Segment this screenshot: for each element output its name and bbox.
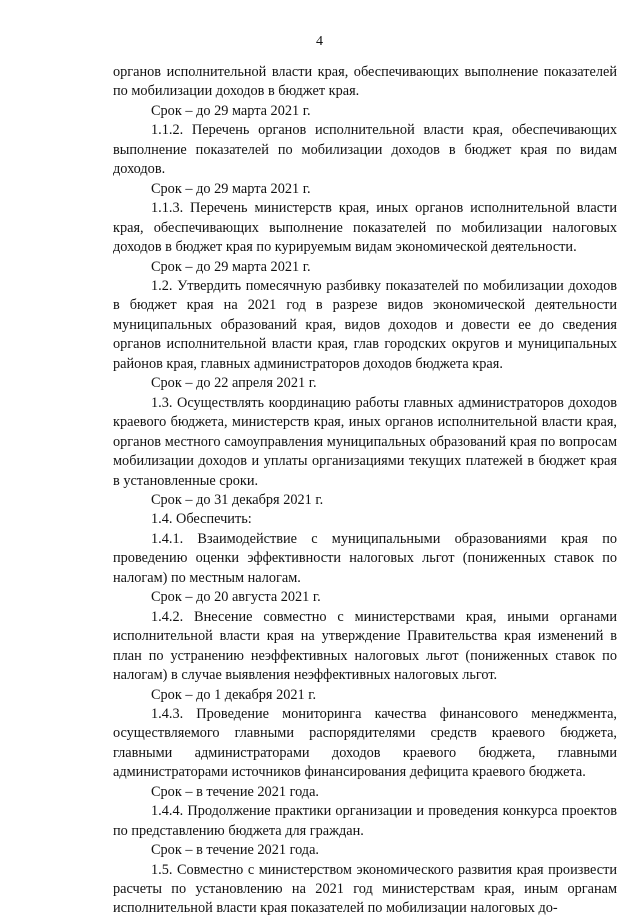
deadline-line: Срок – до 31 декабря 2021 г. [151,491,324,508]
paragraph-continuation: органов исполнительной власти края, обеспечивающих выполнение показателей по мобилизации доходов в бюджет края. [113,64,617,100]
deadline-line: Срок – до 1 декабря 2021 г. [151,686,317,703]
paragraph-item: 1.3. Осуществлять координацию работы главных администраторов доходов краевого бюджета, министерств края, иных органов исполнительной власти края, органов местного самоуправления муниципальных образований края по вопросам мобилизации доходов и уплаты организациями текущих платежей в бюджет края в установленные сроки. [113,394,617,489]
paragraph-item: 1.1.3. Перечень министерств края, иных органов исполнительной власти края, обеспечивающих выполнение показателей по мобилизации налоговых доходов в бюджет края по курируемым видам экономической деятельности. [113,200,617,256]
paragraph-item: 1.4.3. Проведение мониторинга качества финансового менеджмента, осуществляемого главными распорядителями средств краевого бюджета, главными администраторами доходов краевого бюджета, главными администраторами источников финансирования дефицита краевого бюджета. [113,705,617,781]
deadline-line: Срок – до 29 марта 2021 г. [151,180,311,197]
page-number: 4 [316,34,323,49]
paragraph-item: 1.4.2. Внесение совместно с министерствами края, иными органами исполнительной власти края на утверждение Правительства края изменений в план по устранению неэффективных налоговых льгот (пониженных ставок по налогам) в случае выявления неэффективных налоговых льгот. [113,608,617,684]
paragraph-item: 1.4. Обеспечить: [151,511,252,528]
paragraph-item: 1.1.2. Перечень органов исполнительной власти края, обеспечивающих выполнение показателей по мобилизации доходов в бюджет края по видам доходов. [113,122,617,178]
paragraph-item: 1.4.1. Взаимодействие с муниципальными образованиями края по проведению оценки эффективности налоговых льгот (пониженных ставок по налогам) по местным налогам. [113,530,617,586]
paragraph-item: 1.4.4. Продолжение практики организации и проведения конкурса проектов по представлению бюджета для граждан. [113,803,617,839]
deadline-line: Срок – до 29 марта 2021 г. [151,102,311,119]
paragraph-item: 1.2. Утвердить помесячную разбивку показателей по мобилизации доходов в бюджет края на 2021 год в разрезе видов экономической деятельности муниципальных образований края, видов доходов и довести ее до сведения органов исполнительной власти края, глав городских округов и муниципальных районов края, главных администраторов доходов бюджета края. [113,277,617,372]
deadline-line: Срок – в течение 2021 года. [151,783,320,800]
deadline-line: Срок – до 29 марта 2021 г. [151,258,311,275]
deadline-line: Срок – в течение 2021 года. [151,842,320,859]
deadline-line: Срок – до 20 августа 2021 г. [151,589,321,606]
paragraph-item: 1.5. Совместно с министерством экономического развития края произвести расчеты по установлению на 2021 год министерствам края, иным органам исполнительной власти края показателей по мобилизации налоговых до- [113,861,617,917]
document-body [113,63,617,919]
deadline-line: Срок – до 22 апреля 2021 г. [151,375,317,392]
